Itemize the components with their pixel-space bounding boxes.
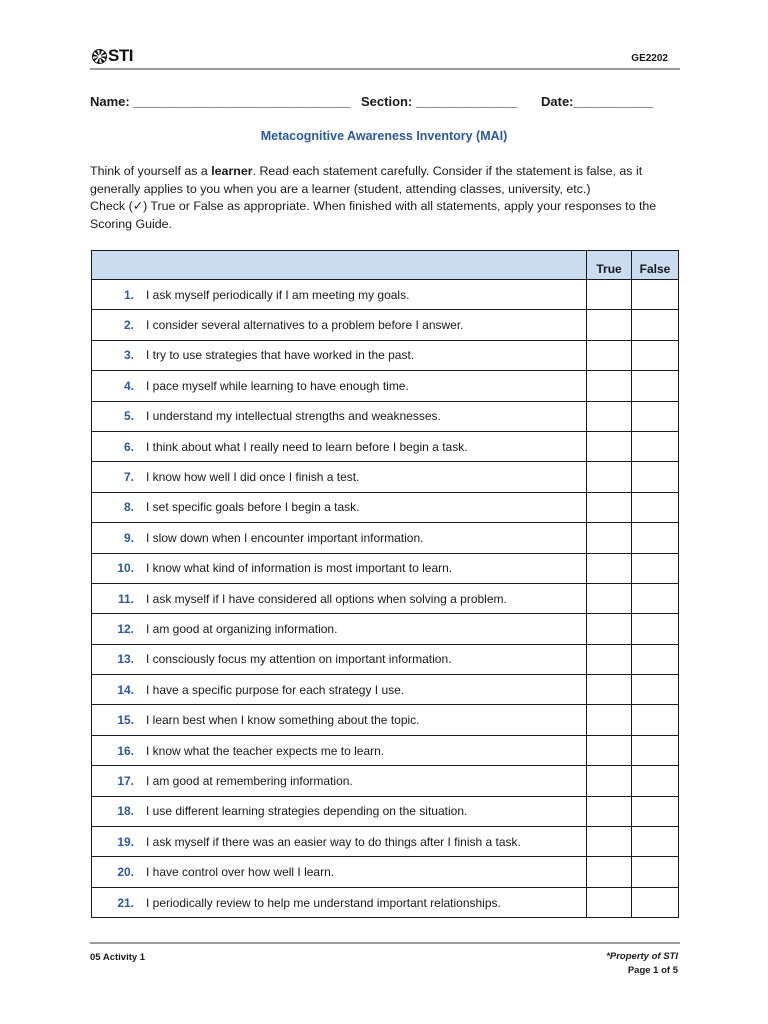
table-row xyxy=(92,644,679,674)
table-row xyxy=(92,492,679,522)
table-row xyxy=(92,675,679,705)
statement-cell xyxy=(92,796,587,826)
statement-cell xyxy=(92,827,587,857)
statement-text: I am good at remembering information. xyxy=(146,773,353,788)
statement-text: I have control over how well I learn. xyxy=(146,865,335,880)
true-checkbox-cell[interactable] xyxy=(587,583,632,613)
section-field[interactable]: Section: ______________ xyxy=(361,94,518,109)
true-checkbox-cell[interactable] xyxy=(587,614,632,644)
statement-text: I use different learning strategies depending on the situation. xyxy=(146,804,468,819)
statement-text: I periodically review to help me understand important relationships. xyxy=(146,895,501,910)
statement-cell xyxy=(92,887,587,917)
footer-right xyxy=(606,950,678,978)
table-row xyxy=(92,766,679,796)
true-checkbox-cell[interactable] xyxy=(587,887,632,917)
name-field[interactable]: Name: ______________________________ xyxy=(90,94,351,109)
true-checkbox-cell[interactable] xyxy=(587,827,632,857)
table-row xyxy=(92,583,679,613)
instructions-paragraph-1: Think of yourself as a learner. Read each statement carefully. Consider if the statement is false, as it generally applies to you when you are a learner (student, attending classes, university, etc.) xyxy=(90,164,643,196)
false-checkbox-cell[interactable] xyxy=(632,766,679,796)
statement-number: 6. xyxy=(123,439,134,454)
true-checkbox-cell[interactable] xyxy=(587,401,632,431)
statement-number: 11. xyxy=(117,591,134,606)
footer-activity: 05 Activity 1 xyxy=(90,952,146,963)
statement-cell xyxy=(92,766,587,796)
false-checkbox-cell[interactable] xyxy=(632,583,679,613)
statement-number: 4. xyxy=(123,378,134,393)
statement-text: I ask myself if I have considered all options when solving a problem. xyxy=(146,591,507,606)
true-checkbox-cell[interactable] xyxy=(587,735,632,765)
footer-page-number: Page 1 of 5 xyxy=(627,965,678,976)
logo-text: STI xyxy=(108,46,133,65)
statement-number: 21. xyxy=(117,895,134,910)
statement-number: 20. xyxy=(117,865,134,880)
statement-text: I pace myself while learning to have enough time. xyxy=(146,378,409,393)
table-row xyxy=(92,401,679,431)
statement-number: 10. xyxy=(117,561,134,576)
statement-cell xyxy=(92,675,587,705)
statement-number: 14. xyxy=(117,682,134,697)
statement-cell xyxy=(92,705,587,735)
statement-cell xyxy=(92,340,587,370)
true-checkbox-cell[interactable] xyxy=(587,705,632,735)
statement-number: 18. xyxy=(117,804,134,819)
statement-text: I know what kind of information is most important to learn. xyxy=(146,561,453,576)
instructions-paragraph-2: Check (✓) True or False as appropriate. When finished with all statements, apply your responses to the Scoring Guide. xyxy=(90,199,657,231)
header-true: True xyxy=(587,251,632,280)
false-checkbox-cell[interactable] xyxy=(632,887,679,917)
statement-number: 3. xyxy=(123,348,134,363)
document-code: GE2202 xyxy=(631,53,668,64)
false-checkbox-cell[interactable] xyxy=(632,523,679,553)
statement-cell xyxy=(92,431,587,461)
statement-number: 17. xyxy=(117,773,134,788)
statement-number: 5. xyxy=(123,409,134,424)
table-row xyxy=(92,280,679,310)
instructions xyxy=(90,163,680,233)
false-checkbox-cell[interactable] xyxy=(632,340,679,370)
false-checkbox-cell[interactable] xyxy=(632,280,679,310)
statement-text: I consciously focus my attention on important information. xyxy=(146,652,452,667)
statement-cell xyxy=(92,644,587,674)
false-checkbox-cell[interactable] xyxy=(632,614,679,644)
statement-text: I learn best when I know something about the topic. xyxy=(146,713,420,728)
header-divider xyxy=(90,68,680,70)
header-statement-cell xyxy=(92,251,587,280)
statement-text: I know what the teacher expects me to learn. xyxy=(146,743,385,758)
false-checkbox-cell[interactable] xyxy=(632,462,679,492)
table-row xyxy=(92,371,679,401)
table-row xyxy=(92,827,679,857)
table-row xyxy=(92,523,679,553)
date-field[interactable]: Date:___________ xyxy=(541,94,654,109)
true-checkbox-cell[interactable] xyxy=(587,644,632,674)
table-row xyxy=(92,887,679,917)
statement-number: 13. xyxy=(117,652,134,667)
true-checkbox-cell[interactable] xyxy=(587,280,632,310)
false-checkbox-cell[interactable] xyxy=(632,371,679,401)
statement-cell xyxy=(92,462,587,492)
table-row xyxy=(92,857,679,887)
sti-logo xyxy=(92,46,133,66)
sti-globe-icon xyxy=(92,49,107,64)
true-checkbox-cell[interactable] xyxy=(587,310,632,340)
true-checkbox-cell[interactable] xyxy=(587,523,632,553)
table-row xyxy=(92,614,679,644)
statement-number: 19. xyxy=(117,834,134,849)
false-checkbox-cell[interactable] xyxy=(632,431,679,461)
statement-cell xyxy=(92,583,587,613)
statement-cell xyxy=(92,310,587,340)
statement-number: 12. xyxy=(117,621,134,636)
statement-text: I understand my intellectual strengths and weaknesses. xyxy=(146,409,441,424)
true-checkbox-cell[interactable] xyxy=(587,462,632,492)
false-checkbox-cell[interactable] xyxy=(632,675,679,705)
statement-cell xyxy=(92,735,587,765)
table-row xyxy=(92,796,679,826)
table-row xyxy=(92,553,679,583)
statement-number: 7. xyxy=(123,470,134,485)
table-row xyxy=(92,431,679,461)
statement-text: I ask myself if there was an easier way to do things after I finish a task. xyxy=(146,834,521,849)
statement-number: 1. xyxy=(123,287,134,302)
statement-number: 9. xyxy=(123,530,134,545)
statement-text: I set specific goals before I begin a task. xyxy=(146,500,360,515)
true-checkbox-cell[interactable] xyxy=(587,675,632,705)
statement-cell xyxy=(92,523,587,553)
statement-number: 16. xyxy=(117,743,134,758)
table-row xyxy=(92,340,679,370)
statement-text: I think about what I really need to learn before I begin a task. xyxy=(146,439,468,454)
false-checkbox-cell[interactable] xyxy=(632,644,679,674)
footer-divider xyxy=(90,942,680,944)
footer-property: *Property of STI xyxy=(606,951,678,962)
false-checkbox-cell[interactable] xyxy=(632,492,679,522)
statement-number: 15. xyxy=(117,713,134,728)
statement-cell xyxy=(92,553,587,583)
statement-text: I know how well I did once I finish a test. xyxy=(146,470,360,485)
true-checkbox-cell[interactable] xyxy=(587,431,632,461)
statement-text: I ask myself periodically if I am meeting my goals. xyxy=(146,287,410,302)
statement-text: I try to use strategies that have worked in the past. xyxy=(146,348,415,363)
true-checkbox-cell[interactable] xyxy=(587,371,632,401)
true-checkbox-cell[interactable] xyxy=(587,492,632,522)
statement-cell xyxy=(92,371,587,401)
table-row xyxy=(92,735,679,765)
header-false: False xyxy=(632,251,679,280)
statement-cell xyxy=(92,857,587,887)
false-checkbox-cell[interactable] xyxy=(632,857,679,887)
statement-text: I am good at organizing information. xyxy=(146,621,338,636)
statement-cell xyxy=(92,492,587,522)
statement-cell xyxy=(92,280,587,310)
true-checkbox-cell[interactable] xyxy=(587,553,632,583)
table-row xyxy=(92,310,679,340)
false-checkbox-cell[interactable] xyxy=(632,705,679,735)
table-row xyxy=(92,462,679,492)
learner-emphasis: learner xyxy=(211,164,253,178)
false-checkbox-cell[interactable] xyxy=(632,796,679,826)
true-checkbox-cell[interactable] xyxy=(587,766,632,796)
false-checkbox-cell[interactable] xyxy=(632,827,679,857)
statement-cell xyxy=(92,614,587,644)
true-checkbox-cell[interactable] xyxy=(587,857,632,887)
false-checkbox-cell[interactable] xyxy=(632,735,679,765)
false-checkbox-cell[interactable] xyxy=(632,553,679,583)
false-checkbox-cell[interactable] xyxy=(632,310,679,340)
statement-number: 8. xyxy=(123,500,134,515)
inventory-table xyxy=(91,250,679,918)
table-row xyxy=(92,705,679,735)
statement-text: I slow down when I encounter important information. xyxy=(146,530,424,545)
page-title: Metacognitive Awareness Inventory (MAI) xyxy=(260,129,508,143)
true-checkbox-cell[interactable] xyxy=(587,340,632,370)
statement-text: I have a specific purpose for each strategy I use. xyxy=(146,682,405,697)
statement-number: 2. xyxy=(123,318,134,333)
true-checkbox-cell[interactable] xyxy=(587,796,632,826)
statement-text: I consider several alternatives to a problem before I answer. xyxy=(146,318,464,333)
false-checkbox-cell[interactable] xyxy=(632,401,679,431)
table-header-row xyxy=(92,251,679,280)
statement-cell xyxy=(92,401,587,431)
